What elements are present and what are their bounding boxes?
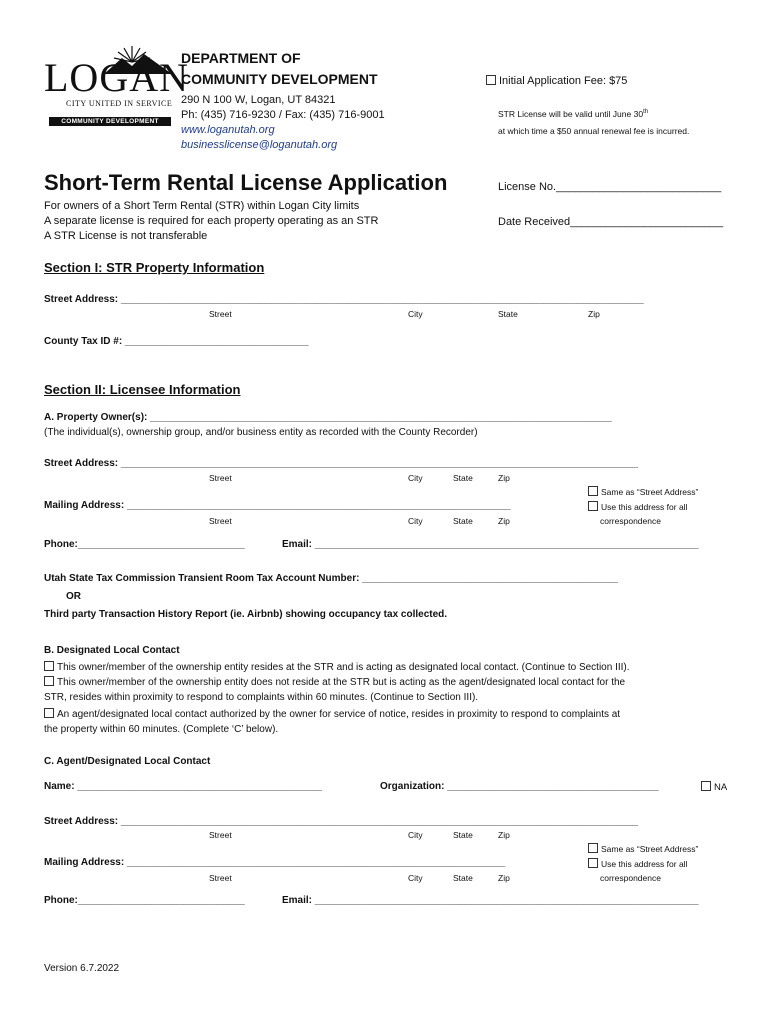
sub-city: City bbox=[408, 473, 423, 483]
b-option-2-cont: STR, resides within proximity to respond to complaints within 60 minutes. (Continue to Section III). bbox=[44, 692, 479, 703]
section1-heading: Section I: STR Property Information bbox=[44, 260, 265, 275]
agent-use-address-checkbox[interactable] bbox=[588, 858, 598, 868]
sub-city: City bbox=[408, 516, 423, 526]
agent-same-as-option: Same as “Street Address” bbox=[588, 843, 698, 854]
page-title: Short-Term Rental License Application bbox=[44, 170, 448, 195]
sub-zip: Zip bbox=[588, 309, 600, 319]
correspondence-label: correspondence bbox=[600, 516, 661, 526]
license-no-field[interactable]: License No.___________________________ bbox=[498, 181, 722, 193]
sub-street: Street bbox=[209, 473, 232, 483]
sub-city: City bbox=[408, 309, 423, 319]
fee-label: Initial Application Fee: $75 bbox=[499, 75, 628, 87]
sub-city: City bbox=[408, 830, 423, 840]
dept-line1: DEPARTMENT OF bbox=[181, 50, 301, 66]
b-option-3: An agent/designated local contact authorized by the owner for service of notice, resides in proximity to respond to complaints at bbox=[44, 708, 620, 720]
sub-state: State bbox=[453, 473, 473, 483]
validity-line1: STR License will be valid until June 30th bbox=[498, 109, 649, 119]
intro-line: A separate license is required for each property operating as an STR bbox=[44, 215, 379, 227]
owner-email-field[interactable]: Email: _____________________________________________________________________ bbox=[282, 539, 699, 550]
sub-street: Street bbox=[209, 830, 232, 840]
agent-same-as-checkbox[interactable] bbox=[588, 843, 598, 853]
use-address-option: Use this address for all bbox=[588, 501, 687, 512]
sub-zip: Zip bbox=[498, 873, 510, 883]
same-as-checkbox[interactable] bbox=[588, 486, 598, 496]
agent-email-field[interactable]: Email: _____________________________________________________________________ bbox=[282, 895, 699, 906]
sub-state: State bbox=[498, 309, 518, 319]
or-label: OR bbox=[66, 591, 81, 602]
dept-website[interactable]: www.loganutah.org bbox=[181, 124, 275, 136]
logo-bar: COMMUNITY DEVELOPMENT bbox=[49, 117, 171, 126]
agent-name-field[interactable]: Name: ____________________________________________ bbox=[44, 781, 323, 792]
intro-line: A STR License is not transferable bbox=[44, 230, 208, 242]
b-option-1: This owner/member of the ownership entity resides at the STR and is acting as designated local contact. (Continue to Section III). bbox=[44, 661, 630, 673]
validity-line2: at which time a $50 annual renewal fee is incurred. bbox=[498, 126, 690, 136]
mailing-address-field[interactable]: Mailing Address: _____________________________________________________________________ bbox=[44, 500, 511, 511]
same-as-street-option: Same as “Street Address” bbox=[588, 486, 698, 497]
agent-org-field[interactable]: Organization: ______________________________________ bbox=[380, 781, 659, 792]
agent-mailing-address-field[interactable]: Mailing Address: ____________________________________________________________________ bbox=[44, 857, 506, 868]
intro-line: For owners of a Short Term Rental (STR) within Logan City limits bbox=[44, 200, 360, 212]
agent-use-address-option: Use this address for all bbox=[588, 858, 687, 869]
date-received-field[interactable]: Date Received_________________________ bbox=[498, 216, 724, 228]
owner-street-address-field[interactable]: Street Address: _____________________________________________________________________________________________ bbox=[44, 458, 639, 469]
use-address-checkbox[interactable] bbox=[588, 501, 598, 511]
agent-street-address-field[interactable]: Street Address: _____________________________________________________________________________________________ bbox=[44, 816, 639, 827]
section2-heading: Section II: Licensee Information bbox=[44, 382, 241, 397]
c-heading: C. Agent/Designated Local Contact bbox=[44, 756, 211, 767]
agent-phone-field[interactable]: Phone:______________________________ bbox=[44, 895, 245, 906]
third-party-label: Third party Transaction History Report (ie. Airbnb) showing occupancy tax collected. bbox=[44, 609, 448, 620]
sub-zip: Zip bbox=[498, 473, 510, 483]
property-owner-field[interactable]: A. Property Owner(s): ___________________________________________________________________________________ bbox=[44, 412, 612, 423]
sub-street: Street bbox=[209, 309, 232, 319]
tax-account-field[interactable]: Utah State Tax Commission Transient Room Tax Account Number: ______________________________________________ bbox=[44, 573, 619, 584]
b-heading: B. Designated Local Contact bbox=[44, 645, 180, 656]
agent-correspondence-label: correspondence bbox=[600, 873, 661, 883]
sub-state: State bbox=[453, 873, 473, 883]
owner-note: (The individual(s), ownership group, and/or business entity as recorded with the County Recorder) bbox=[44, 427, 478, 438]
county-tax-field[interactable]: County Tax ID #: _________________________________ bbox=[44, 336, 309, 347]
logo-tagline: CITY UNITED IN SERVICE bbox=[66, 99, 173, 108]
b-option-3-checkbox[interactable] bbox=[44, 708, 54, 718]
na-checkbox[interactable] bbox=[701, 781, 711, 791]
dept-phone: Ph: (435) 716-9230 / Fax: (435) 716-9001 bbox=[181, 109, 385, 121]
sub-city: City bbox=[408, 873, 423, 883]
sub-street: Street bbox=[209, 516, 232, 526]
dept-address: 290 N 100 W, Logan, UT 84321 bbox=[181, 94, 336, 106]
b-option-3-cont: the property within 60 minutes. (Complete ‘C’ below). bbox=[44, 724, 279, 735]
str-street-address-field[interactable]: Street Address: ______________________________________________________________________________________________ bbox=[44, 294, 644, 305]
fee-checkbox[interactable] bbox=[486, 75, 496, 85]
agent-na-option: NA bbox=[701, 781, 727, 793]
b-option-2: This owner/member of the ownership entity does not reside at the STR but is acting as the agent/designated local contact for the bbox=[44, 676, 625, 688]
owner-phone-field[interactable]: Phone:______________________________ bbox=[44, 539, 245, 550]
sub-zip: Zip bbox=[498, 516, 510, 526]
fee-item bbox=[486, 75, 627, 87]
b-option-1-checkbox[interactable] bbox=[44, 661, 54, 671]
logo-text: LOGAN bbox=[44, 55, 189, 100]
sub-zip: Zip bbox=[498, 830, 510, 840]
sub-street: Street bbox=[209, 873, 232, 883]
sub-state: State bbox=[453, 516, 473, 526]
dept-email[interactable]: businesslicense@loganutah.org bbox=[181, 139, 338, 151]
sub-state: State bbox=[453, 830, 473, 840]
dept-line2: COMMUNITY DEVELOPMENT bbox=[181, 71, 378, 87]
logo bbox=[44, 44, 189, 130]
version-label: Version 6.7.2022 bbox=[44, 963, 120, 974]
b-option-2-checkbox[interactable] bbox=[44, 676, 54, 686]
